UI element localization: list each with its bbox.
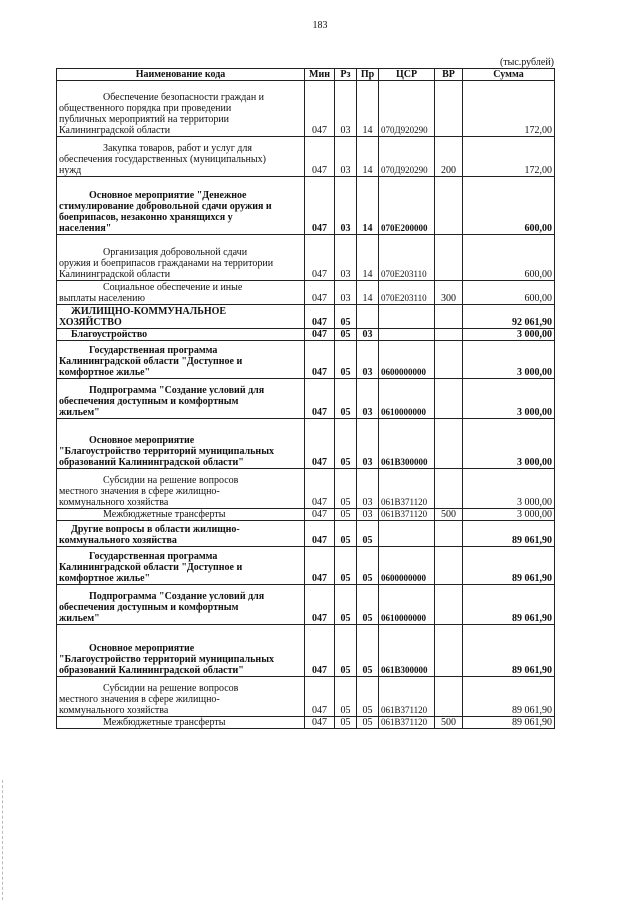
cell-name-line: Обеспечение безопасности граждан и <box>103 92 265 103</box>
header-name: Наименование кода <box>57 69 305 81</box>
cell-min: 047 <box>305 625 335 677</box>
cell-name-line: выплаты населению <box>59 293 145 304</box>
cell-name-line: коммунального хозяйства <box>59 497 169 508</box>
cell-rz: 03 <box>335 235 357 281</box>
cell-min: 047 <box>305 81 335 137</box>
cell-csr: 061В371120 <box>379 677 435 717</box>
cell-pr: 05 <box>357 585 379 625</box>
cell-name-line: Основное мероприятие <box>89 643 195 654</box>
cell-rz: 05 <box>335 379 357 419</box>
table-row <box>57 469 555 509</box>
cell-name-line: стимулирование добровольной сдачи оружия и <box>59 201 272 212</box>
cell-min: 047 <box>305 547 335 585</box>
cell-sum: 89 061,90 <box>463 717 555 729</box>
cell-min: 047 <box>305 469 335 509</box>
cell-name <box>57 677 305 717</box>
cell-vr <box>435 585 463 625</box>
cell-sum: 89 061,90 <box>463 677 555 717</box>
cell-name <box>57 81 305 137</box>
cell-csr: 0600000000 <box>379 341 435 379</box>
table-row <box>57 341 555 379</box>
cell-min: 047 <box>305 717 335 729</box>
cell-vr <box>435 521 463 547</box>
cell-name-line: Подпрограмма "Создание условий для <box>89 591 265 602</box>
cell-vr <box>435 379 463 419</box>
cell-name-line: Калининградской области <box>59 269 171 280</box>
cell-name <box>57 585 305 625</box>
cell-csr: 0600000000 <box>379 547 435 585</box>
cell-rz: 05 <box>335 305 357 329</box>
cell-name <box>57 281 305 305</box>
cell-name-line: ХОЗЯЙСТВО <box>59 317 122 328</box>
cell-sum: 89 061,90 <box>463 585 555 625</box>
cell-sum: 89 061,90 <box>463 547 555 585</box>
cell-min: 047 <box>305 521 335 547</box>
table-row <box>57 625 555 677</box>
cell-min: 047 <box>305 341 335 379</box>
cell-rz: 05 <box>335 329 357 341</box>
cell-name <box>57 717 305 729</box>
cell-csr <box>379 329 435 341</box>
cell-min: 047 <box>305 419 335 469</box>
header-sum: Сумма <box>463 69 555 81</box>
cell-name <box>57 235 305 281</box>
scan-edge-marks <box>2 780 5 900</box>
cell-name <box>57 469 305 509</box>
table-row <box>57 521 555 547</box>
cell-csr: 061В371120 <box>379 509 435 521</box>
cell-vr: 500 <box>435 509 463 521</box>
cell-pr: 14 <box>357 81 379 137</box>
cell-pr: 14 <box>357 235 379 281</box>
cell-name <box>57 177 305 235</box>
cell-csr <box>379 305 435 329</box>
cell-csr: 0610000000 <box>379 585 435 625</box>
cell-vr: 300 <box>435 281 463 305</box>
cell-name-line: Подпрограмма "Создание условий для <box>89 385 265 396</box>
cell-name-line: Основное мероприятие <box>89 435 195 446</box>
table-row <box>57 329 555 341</box>
cell-rz: 05 <box>335 547 357 585</box>
cell-name-line: коммунального хозяйства <box>59 535 177 546</box>
cell-name-line: Калининградской области <box>59 125 171 136</box>
cell-pr: 14 <box>357 137 379 177</box>
cell-csr: 0610000000 <box>379 379 435 419</box>
cell-csr: 061В371120 <box>379 469 435 509</box>
cell-name-line: Субсидии на решение вопросов <box>103 475 239 486</box>
cell-csr <box>379 521 435 547</box>
cell-rz: 03 <box>335 177 357 235</box>
cell-name-line: обеспечения государственных (муниципальных) <box>59 154 266 165</box>
cell-min: 047 <box>305 509 335 521</box>
header-pr: Пр <box>357 69 379 81</box>
cell-vr <box>435 469 463 509</box>
cell-name-line: обеспечения доступным и комфортным <box>59 602 239 613</box>
cell-sum: 600,00 <box>463 235 555 281</box>
cell-vr <box>435 547 463 585</box>
cell-min: 047 <box>305 281 335 305</box>
budget-table <box>56 68 555 729</box>
cell-name-line: населения" <box>59 223 112 234</box>
cell-sum: 3 000,00 <box>463 341 555 379</box>
cell-sum: 3 000,00 <box>463 469 555 509</box>
table-row <box>57 305 555 329</box>
table-row <box>57 509 555 521</box>
cell-rz: 05 <box>335 677 357 717</box>
cell-vr <box>435 677 463 717</box>
cell-sum: 3 000,00 <box>463 379 555 419</box>
cell-csr: 070Д920290 <box>379 137 435 177</box>
cell-name <box>57 305 305 329</box>
cell-name-line: нужд <box>59 165 82 176</box>
cell-rz: 05 <box>335 521 357 547</box>
header-min: Мин <box>305 69 335 81</box>
cell-name-line: ЖИЛИЩНО-КОММУНАЛЬНОЕ <box>71 306 227 317</box>
units-label: (тыс.рублей) <box>499 57 554 68</box>
cell-rz: 03 <box>335 81 357 137</box>
cell-name <box>57 625 305 677</box>
cell-sum: 3 000,00 <box>463 509 555 521</box>
cell-min: 047 <box>305 177 335 235</box>
cell-name-line: Закупка товаров, работ и услуг для <box>103 143 252 154</box>
cell-csr: 061В300000 <box>379 625 435 677</box>
cell-vr: 500 <box>435 717 463 729</box>
cell-sum: 92 061,90 <box>463 305 555 329</box>
cell-name-line: комфортное жилье" <box>59 573 151 584</box>
table-row <box>57 81 555 137</box>
cell-sum: 600,00 <box>463 281 555 305</box>
cell-csr: 061В300000 <box>379 419 435 469</box>
cell-vr <box>435 81 463 137</box>
cell-name <box>57 419 305 469</box>
table-row <box>57 419 555 469</box>
table-row <box>57 177 555 235</box>
cell-min: 047 <box>305 305 335 329</box>
cell-sum: 172,00 <box>463 137 555 177</box>
cell-pr: 14 <box>357 281 379 305</box>
cell-name-line: Социальное обеспечение и иные <box>103 282 243 293</box>
table-body <box>57 81 555 729</box>
cell-min: 047 <box>305 585 335 625</box>
table-row <box>57 235 555 281</box>
table-row <box>57 677 555 717</box>
cell-name-line: Государственная программа <box>89 551 218 562</box>
cell-sum: 3 000,00 <box>463 329 555 341</box>
cell-pr: 03 <box>357 509 379 521</box>
cell-name-line: жильем" <box>59 407 100 418</box>
table-row <box>57 585 555 625</box>
cell-name-line: Субсидии на решение вопросов <box>103 683 239 694</box>
cell-vr <box>435 235 463 281</box>
cell-pr: 05 <box>357 677 379 717</box>
cell-name-line: образований Калининградской области" <box>59 457 244 468</box>
cell-name <box>57 379 305 419</box>
cell-name <box>57 137 305 177</box>
cell-sum: 172,00 <box>463 81 555 137</box>
cell-name-line: Калининградской области "Доступное и <box>59 356 243 367</box>
cell-pr <box>357 305 379 329</box>
cell-name-line: общественного порядка при проведении <box>59 103 232 114</box>
cell-pr: 03 <box>357 419 379 469</box>
cell-rz: 03 <box>335 281 357 305</box>
cell-pr: 05 <box>357 547 379 585</box>
cell-name-line: местного значения в сфере жилищно- <box>59 694 220 705</box>
cell-csr: 061В371120 <box>379 717 435 729</box>
cell-vr <box>435 341 463 379</box>
cell-name-line: Калининградской области "Доступное и <box>59 562 243 573</box>
header-rz: Рз <box>335 69 357 81</box>
cell-rz: 05 <box>335 585 357 625</box>
cell-name-line: оружия и боеприпасов гражданами на территории <box>59 258 274 269</box>
cell-vr <box>435 329 463 341</box>
table-row <box>57 547 555 585</box>
cell-name <box>57 547 305 585</box>
cell-name-line: коммунального хозяйства <box>59 705 169 716</box>
cell-min: 047 <box>305 677 335 717</box>
cell-name-line: комфортное жилье" <box>59 367 151 378</box>
cell-name <box>57 329 305 341</box>
cell-rz: 03 <box>335 137 357 177</box>
header-vr: ВР <box>435 69 463 81</box>
cell-pr: 14 <box>357 177 379 235</box>
cell-min: 047 <box>305 137 335 177</box>
cell-name <box>57 521 305 547</box>
cell-vr <box>435 419 463 469</box>
cell-vr: 200 <box>435 137 463 177</box>
page-number: 183 <box>312 20 328 31</box>
cell-rz: 05 <box>335 509 357 521</box>
cell-rz: 05 <box>335 469 357 509</box>
header-csr: ЦСР <box>379 69 435 81</box>
cell-sum: 3 000,00 <box>463 419 555 469</box>
cell-pr: 03 <box>357 469 379 509</box>
cell-pr: 05 <box>357 521 379 547</box>
cell-pr: 03 <box>357 379 379 419</box>
table-row <box>57 137 555 177</box>
cell-vr <box>435 305 463 329</box>
cell-name-line: обеспечения доступным и комфортным <box>59 396 239 407</box>
cell-name-line: образований Калининградской области" <box>59 665 244 676</box>
cell-name-line: боеприпасов, незаконно хранящихся у <box>59 212 233 223</box>
cell-vr <box>435 625 463 677</box>
cell-sum: 89 061,90 <box>463 521 555 547</box>
cell-sum: 89 061,90 <box>463 625 555 677</box>
cell-pr: 05 <box>357 625 379 677</box>
cell-pr: 05 <box>357 717 379 729</box>
cell-name-line: Государственная программа <box>89 345 218 356</box>
cell-csr: 070Е203110 <box>379 281 435 305</box>
cell-min: 047 <box>305 235 335 281</box>
table-row <box>57 717 555 729</box>
cell-vr <box>435 177 463 235</box>
cell-name-line: жильем" <box>59 613 100 624</box>
cell-rz: 05 <box>335 625 357 677</box>
table-header-row <box>57 69 555 81</box>
cell-name-line: "Благоустройство территорий муниципальных <box>59 654 274 665</box>
cell-rz: 05 <box>335 341 357 379</box>
cell-csr: 070Д920290 <box>379 81 435 137</box>
cell-name <box>57 341 305 379</box>
cell-rz: 05 <box>335 717 357 729</box>
cell-name-line: Благоустройство <box>71 329 148 340</box>
cell-name-line: Организация добровольной сдачи <box>103 247 248 258</box>
cell-pr: 03 <box>357 329 379 341</box>
cell-csr: 070Е200000 <box>379 177 435 235</box>
table-row <box>57 379 555 419</box>
cell-name-line: Основное мероприятие "Денежное <box>89 190 247 201</box>
cell-name-line: Другие вопросы в области жилищно- <box>71 524 240 535</box>
cell-name-line: Межбюджетные трансферты <box>103 717 226 728</box>
cell-name-line: публичных мероприятий на территории <box>59 114 230 125</box>
cell-name <box>57 509 305 521</box>
cell-min: 047 <box>305 379 335 419</box>
cell-min: 047 <box>305 329 335 341</box>
cell-csr: 070Е203110 <box>379 235 435 281</box>
cell-sum: 600,00 <box>463 177 555 235</box>
cell-name-line: "Благоустройство территорий муниципальных <box>59 446 274 457</box>
table-row <box>57 281 555 305</box>
cell-pr: 03 <box>357 341 379 379</box>
cell-name-line: Межбюджетные трансферты <box>103 509 226 520</box>
cell-name-line: местного значения в сфере жилищно- <box>59 486 220 497</box>
cell-rz: 05 <box>335 419 357 469</box>
